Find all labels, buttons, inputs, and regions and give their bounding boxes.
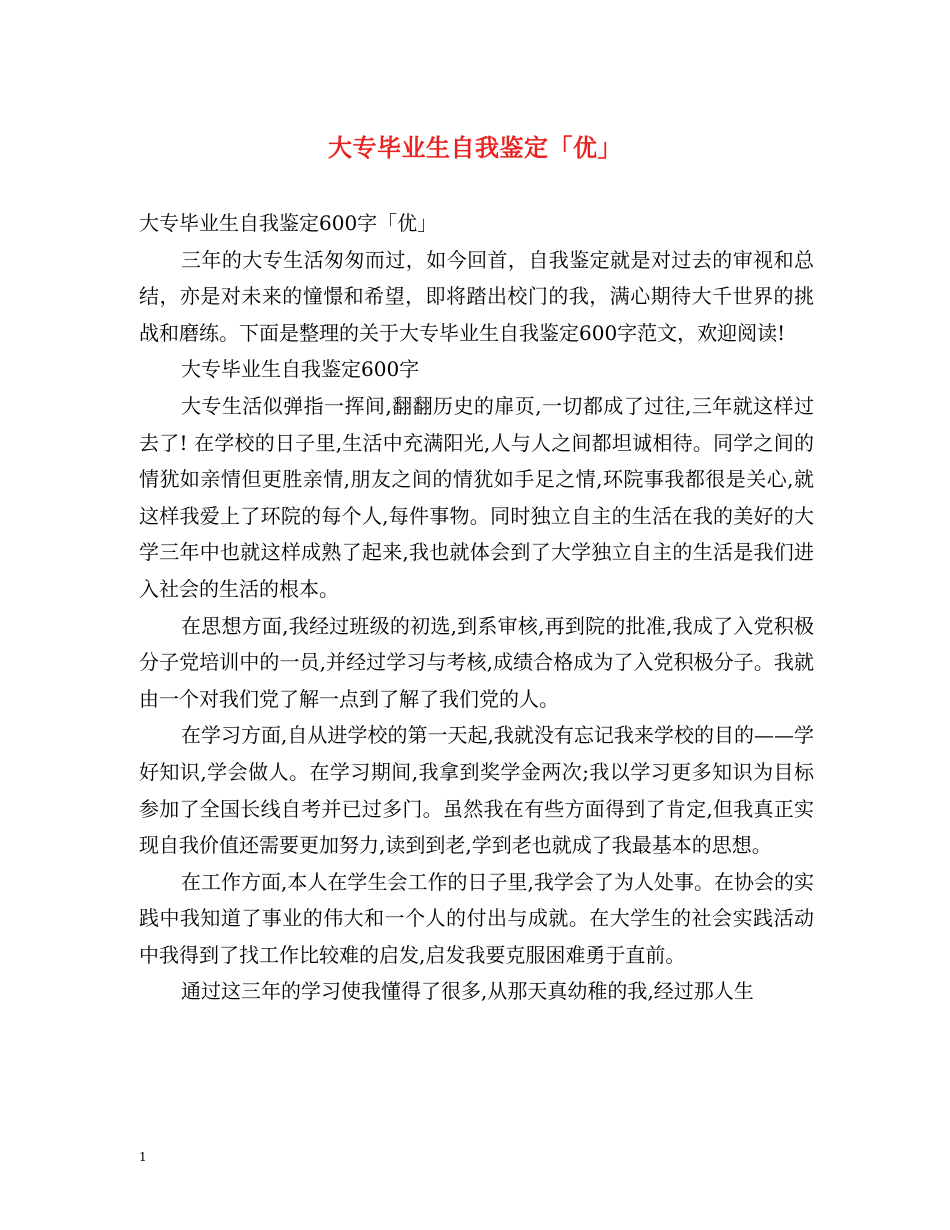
paragraph-work: 在工作方面,本人在学生会工作的日子里,我学会了为人处事。在协会的实践中我知道了事业的伟大和一个人的付出与成就。在大学生的社会实践活动中我得到了找工作比较难的启发,启发我要克服困难勇于直前。: [139, 869, 814, 967]
paragraph-intro: 三年的大专生活匆匆而过，如今回首，自我鉴定就是对过去的审视和总结，亦是对未来的憧憬和希望，即将踏出校门的我，满心期待大千世界的挑战和磨练。下面是整理的关于大专毕业生自我鉴定600字范文，欢迎阅读!: [139, 247, 814, 345]
paragraph-life: 大专生活似弹指一挥间,翻翻历史的扉页,一切都成了过往,三年就这样过去了! 在学校的日子里,生活中充满阳光,人与人之间都坦诚相待。同学之间的情犹如亲情但更胜亲情,朋友之间的情犹如手足之情,环院事我都很是关心,就这样我爱上了环院的每个人,每件事物。同时独立自主的生活在我的美好的大学三年中也就这样成熟了起来,我也就体会到了大学独立自主的生活是我们进入社会的生活的根本。: [139, 393, 814, 601]
page-number: 1: [139, 1150, 147, 1164]
page-title: 大专毕业生自我鉴定「优」: [328, 133, 622, 162]
document-subtitle: 大专毕业生自我鉴定600字「优」: [139, 211, 438, 235]
document-body: [139, 205, 814, 1010]
paragraph-study: 在学习方面,自从进学校的第一天起,我就没有忘记我来学校的目的——学好知识,学会做人。在学习期间,我拿到奖学金两次;我以学习更多知识为目标参加了全国长线自考并已过多门。虽然我在有些方面得到了肯定,但我真正实现自我价值还需要更加努力,读到到老,学到老也就成了我最基本的思想。: [139, 723, 814, 858]
section-heading: 大专毕业生自我鉴定600字: [181, 357, 420, 382]
paragraph-thought: 在思想方面,我经过班级的初选,到系审核,再到院的批准,我成了入党积极分子党培训中的一员,并经过学习与考核,成绩合格成为了入党积极分子。我就由一个对我们党了解一点到了解了我们党的人。: [139, 613, 814, 711]
paragraph-summary: 通过这三年的学习使我懂得了很多,从那天真幼稚的我,经过那人生: [181, 979, 754, 1004]
